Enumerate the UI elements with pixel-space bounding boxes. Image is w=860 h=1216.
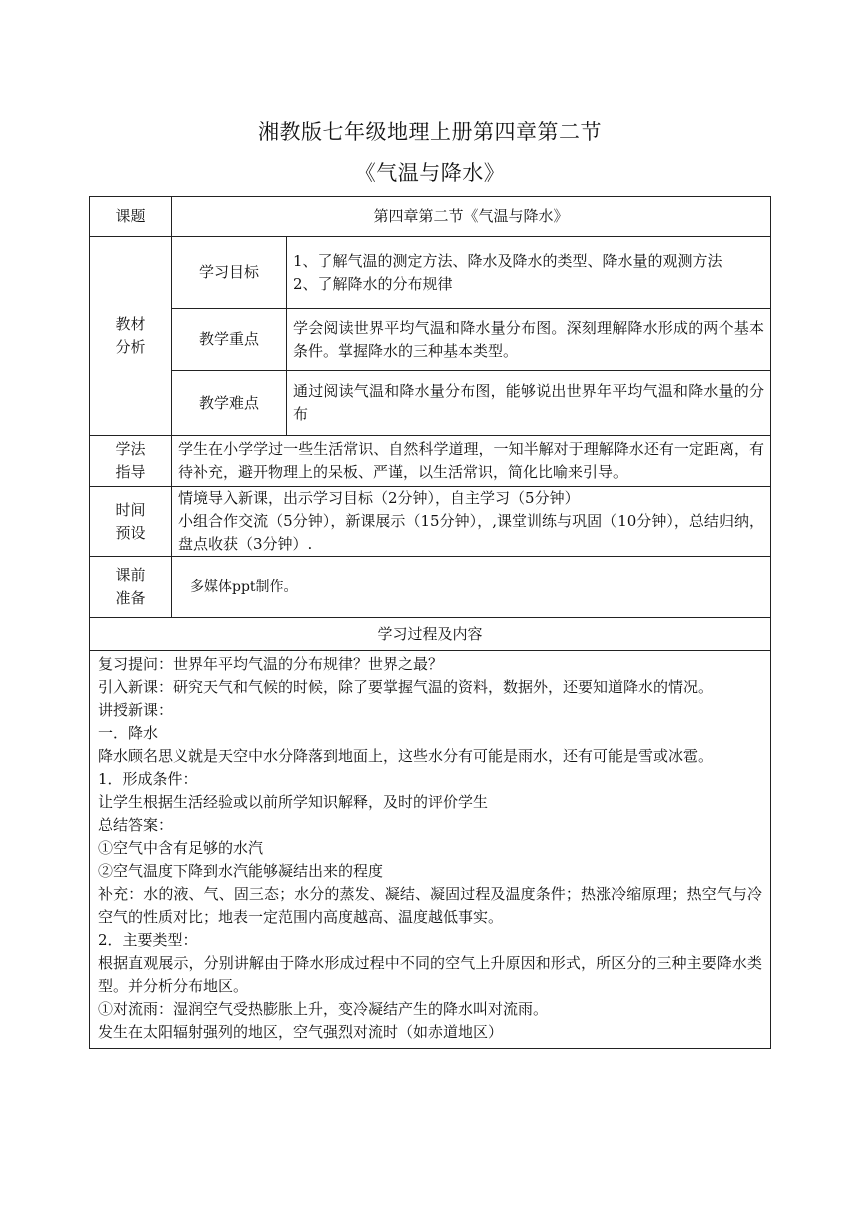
process-line: ①空气中含有足够的水汽 [98, 839, 264, 857]
document-title: 湘教版七年级地理上册第四章第二节 [258, 120, 602, 144]
process-line: 让学生根据生活经验或以前所学知识解释，及时的评价学生 [98, 793, 489, 811]
topic-value: 第四章第二节《气温与降水》 [172, 197, 771, 237]
process-line: 复习提问：世界年平均气温的分布规律？世界之最？ [98, 655, 444, 673]
objectives-content: 1、了解气温的测定方法、降水及降水的类型、降水量的观测方法 2、了解降水的分布规律 [287, 237, 771, 309]
lesson-plan-table [89, 196, 771, 1049]
process-line: 根据直观展示，分别讲解由于降水形成过程中不同的空气上升原因和形式，所区分的三种主要降水类型。并分析分布地区。 [98, 954, 763, 995]
difficulties-label: 教学难点 [172, 371, 287, 436]
process-line: 引入新课：研究天气和气候的时候，除了要掌握气温的资料，数据外，还要知道降水的情况。 [98, 678, 714, 696]
process-line: ①对流雨：湿润空气受热膨胀上升，变冷凝结产生的降水叫对流雨。 [98, 1000, 549, 1018]
prep-row [90, 557, 771, 618]
analysis-row-difficulties [90, 371, 771, 436]
prep-content: 多媒体ppt制作。 [172, 557, 771, 618]
process-header-row [90, 618, 771, 651]
key-points-content: 学会阅读世界平均气温和降水量分布图。深刻理解降水形成的两个基本条件。掌握降水的三种基本类型。 [287, 309, 771, 371]
process-line: 发生在太阳辐射强列的地区，空气强烈对流时（如赤道地区） [98, 1023, 504, 1041]
prep-label: 课前准备 [90, 557, 172, 618]
method-row [90, 436, 771, 487]
analysis-label: 教材分析 [90, 237, 172, 436]
method-label: 学法指导 [90, 436, 172, 487]
process-line: 总结答案： [98, 816, 174, 834]
process-line: 补充：水的液、气、固三态；水分的蒸发、凝结、凝固过程及温度条件；热涨冷缩原理；热空气与冷空气的性质对比；地表一定范围内高度越高、温度越低事实。 [98, 885, 763, 926]
document-subtitle: 《气温与降水》 [354, 161, 506, 185]
time-label: 时间预设 [90, 487, 172, 557]
analysis-row-key-points [90, 309, 771, 371]
process-content-row [90, 651, 771, 1049]
process-content [90, 651, 771, 1049]
process-line: 降水顾名思义就是天空中水分降落到地面上，这些水分有可能是雨水，还有可能是雪或冰雹。 [98, 747, 714, 765]
process-line: 讲授新课： [98, 701, 174, 719]
analysis-row-objectives [90, 237, 771, 309]
time-row [90, 487, 771, 557]
topic-label: 课题 [90, 197, 172, 237]
process-line: 一．降水 [98, 724, 159, 742]
topic-row [90, 197, 771, 237]
process-header: 学习过程及内容 [90, 618, 771, 651]
process-line: 1．形成条件： [98, 770, 198, 788]
process-line: 2．主要类型： [98, 931, 198, 949]
key-points-label: 教学重点 [172, 309, 287, 371]
difficulties-content: 通过阅读气温和降水量分布图，能够说出世界年平均气温和降水量的分布 [287, 371, 771, 436]
objectives-label: 学习目标 [172, 237, 287, 309]
method-content: 学生在小学学过一些生活常识、自然科学道理，一知半解对于理解降水还有一定距离，有待补充，避开物理上的呆板、严谨，以生活常识，简化比喻来引导。 [172, 436, 771, 487]
process-line: ②空气温度下降到水汽能够凝结出来的程度 [98, 862, 384, 880]
time-content: 情境导入新课，出示学习目标（2分钟），自主学习（5分钟） 小组合作交流（5分钟），新课展示（15分钟），,课堂训练与巩固（10分钟），总结归纳，盘点收获（3分钟）. [172, 487, 771, 557]
